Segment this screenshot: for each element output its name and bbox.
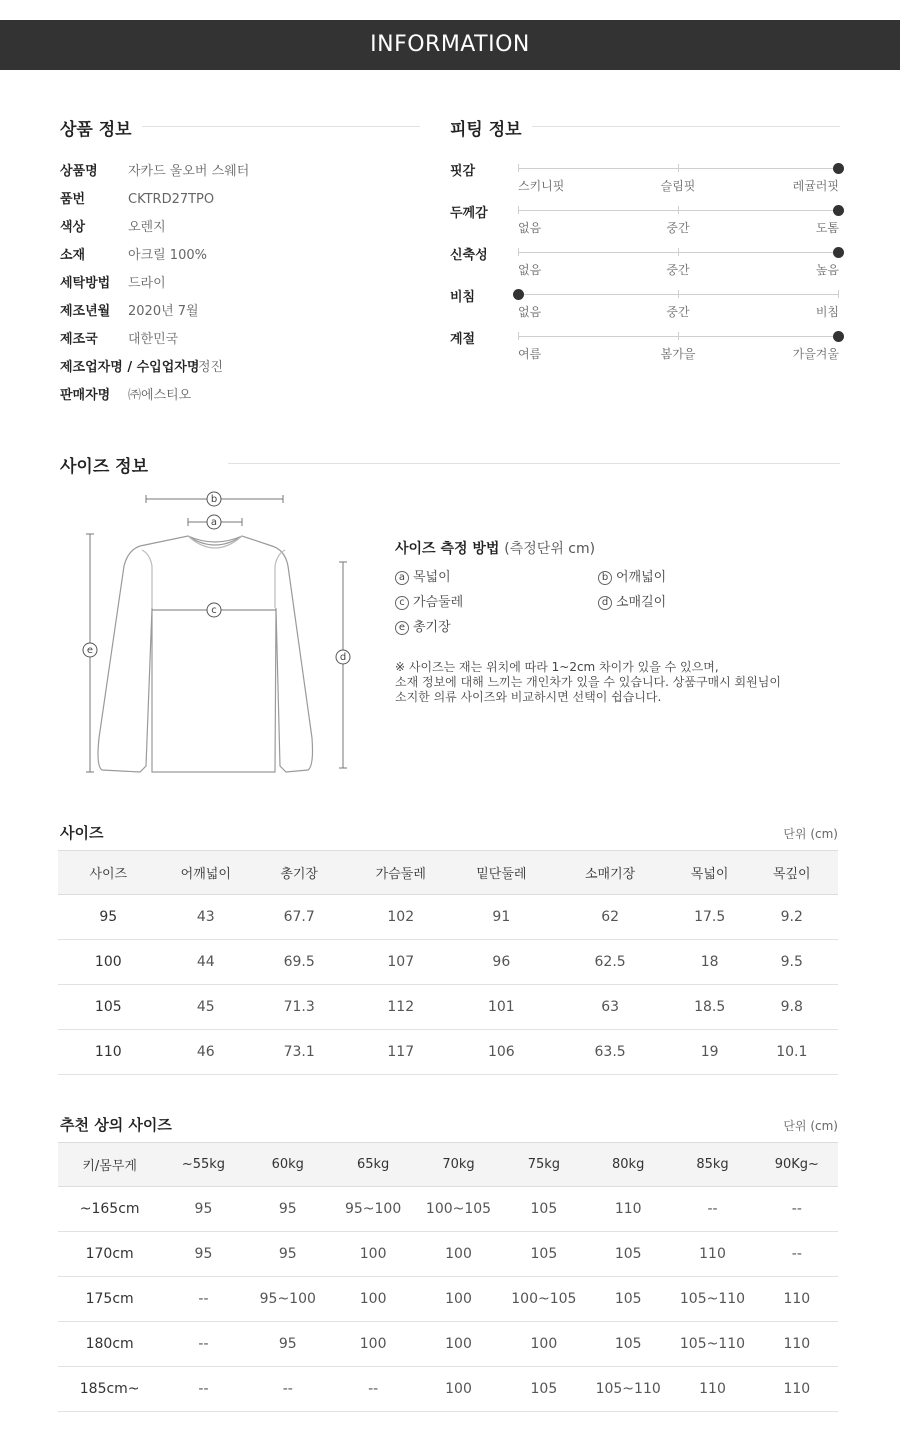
- table-header-cell: 키/몸무게: [58, 1143, 161, 1187]
- product-info-key: 제조년월: [60, 304, 111, 319]
- measure-method-title: [395, 538, 595, 558]
- product-info-row: [60, 384, 191, 404]
- table-cell: 18.5: [674, 985, 746, 1030]
- fitting-tick: [678, 332, 679, 340]
- size-info-title: 사이즈 정보: [60, 457, 149, 477]
- product-info-key: 제조업자명 / 수입업자명: [60, 360, 200, 375]
- table-cell: 95: [58, 895, 159, 940]
- rec-table-title: 추천 상의 사이즈: [60, 1116, 172, 1134]
- table-cell: 63: [546, 985, 673, 1030]
- table-cell: 100: [416, 1367, 500, 1412]
- table-cell: 95: [246, 1322, 330, 1367]
- fitting-option-label: 없음: [518, 221, 542, 235]
- fitting-option-label: 비침: [815, 305, 839, 319]
- table-header-cell: 70kg: [416, 1143, 500, 1187]
- fitting-tick: [838, 290, 839, 298]
- mark-b-icon: b: [598, 571, 612, 585]
- table-cell: 105: [587, 1277, 669, 1322]
- table-row: [58, 940, 838, 985]
- product-info-title: 상품 정보: [60, 120, 132, 140]
- table-cell: 100: [501, 1322, 587, 1367]
- fitting-tick: [518, 332, 519, 340]
- table-cell: 17.5: [674, 895, 746, 940]
- product-info-row: [60, 356, 223, 376]
- product-info-value: 대한민국: [128, 332, 179, 347]
- table-cell: 110: [669, 1232, 755, 1277]
- table-header-row: [58, 1143, 838, 1187]
- table-cell: --: [161, 1277, 245, 1322]
- product-info-row: [60, 328, 178, 348]
- fitting-key: 계절: [450, 332, 476, 347]
- measure-item-c: [395, 591, 463, 610]
- measure-label-shoulder: 어깨넓이: [616, 570, 667, 585]
- table-cell: 100~105: [501, 1277, 587, 1322]
- table-cell: --: [330, 1367, 416, 1412]
- product-info-key: 상품명: [60, 164, 98, 179]
- measure-label-sleeve: 소매길이: [616, 595, 667, 610]
- fitting-option-label: 중간: [666, 305, 690, 319]
- table-cell: 96: [456, 940, 546, 985]
- fitting-tick: [518, 248, 519, 256]
- product-info-row: [60, 300, 199, 320]
- fitting-row: [450, 244, 840, 284]
- size-note: [395, 660, 815, 705]
- mark-a-icon: a: [395, 571, 409, 585]
- fitting-row: [450, 286, 840, 326]
- fitting-selected-dot: [833, 331, 844, 342]
- table-cell: 100~105: [416, 1187, 500, 1232]
- fitting-key: 두께감: [450, 206, 488, 221]
- table-cell: 105~110: [669, 1322, 755, 1367]
- table-cell: 43: [159, 895, 253, 940]
- table-cell: 63.5: [546, 1030, 673, 1075]
- fitting-selected-dot: [833, 205, 844, 216]
- product-info-value: 아크릴 100%: [128, 248, 207, 263]
- table-cell: 175cm: [58, 1277, 161, 1322]
- note-line: 소재 정보에 대해 느끼는 개인차가 있을 수 있습니다. 상품구매시 회원님이: [395, 675, 781, 689]
- product-info-key: 품번: [60, 192, 86, 207]
- table-cell: ~165cm: [58, 1187, 161, 1232]
- table-cell: 95: [161, 1187, 245, 1232]
- fitting-option-label: 여름: [518, 347, 542, 361]
- table-cell: 107: [345, 940, 456, 985]
- table-header-cell: ~55kg: [161, 1143, 245, 1187]
- product-info-value: ㈜에스티오: [128, 388, 192, 403]
- mark-e: e: [86, 645, 94, 656]
- table-cell: 100: [58, 940, 159, 985]
- table-row: [58, 1030, 838, 1075]
- product-info-divider: [142, 126, 420, 127]
- fitting-row: [450, 328, 840, 368]
- table-cell: 105: [501, 1367, 587, 1412]
- size-info-divider: [228, 463, 840, 464]
- product-info-key: 색상: [60, 220, 86, 235]
- table-cell: 112: [345, 985, 456, 1030]
- table-cell: 105: [58, 985, 159, 1030]
- mark-a: a: [210, 517, 218, 528]
- product-info-key: 세탁방법: [60, 276, 111, 291]
- table-cell: 67.7: [253, 895, 345, 940]
- table-cell: 46: [159, 1030, 253, 1075]
- table-row: [58, 1232, 838, 1277]
- table-cell: 110: [756, 1322, 838, 1367]
- table-cell: 101: [456, 985, 546, 1030]
- table-cell: 110: [669, 1367, 755, 1412]
- product-info-value: 정진: [198, 360, 224, 375]
- fitting-selected-dot: [833, 163, 844, 174]
- note-line: ※ 사이즈는 재는 위치에 따라 1~2cm 차이가 있을 수 있으며,: [395, 660, 719, 674]
- table-cell: 110: [58, 1030, 159, 1075]
- table-header-row: [58, 851, 838, 895]
- table-cell: 105: [501, 1187, 587, 1232]
- fitting-info-title: 피팅 정보: [450, 120, 522, 140]
- table-header-cell: 65kg: [330, 1143, 416, 1187]
- table-cell: 117: [345, 1030, 456, 1075]
- table-cell: 95: [246, 1187, 330, 1232]
- table-cell: 62.5: [546, 940, 673, 985]
- table-cell: 105: [587, 1232, 669, 1277]
- product-info-row: [60, 188, 214, 208]
- table-header-cell: 총기장: [253, 851, 345, 895]
- table-cell: 95~100: [246, 1277, 330, 1322]
- product-info-key: 소재: [60, 248, 86, 263]
- table-header-cell: 어깨넓이: [159, 851, 253, 895]
- table-cell: 18: [674, 940, 746, 985]
- fitting-row: [450, 160, 840, 200]
- table-header-cell: 60kg: [246, 1143, 330, 1187]
- table-row: [58, 895, 838, 940]
- table-cell: 9.5: [746, 940, 838, 985]
- table-row: [58, 1277, 838, 1322]
- table-row: [58, 1322, 838, 1367]
- fitting-key: 핏감: [450, 164, 476, 179]
- table-cell: 105: [587, 1322, 669, 1367]
- table-cell: 95~100: [330, 1187, 416, 1232]
- product-info-row: [60, 272, 166, 292]
- table-cell: 100: [330, 1277, 416, 1322]
- fitting-tick: [678, 164, 679, 172]
- table-header-cell: 85kg: [669, 1143, 755, 1187]
- rec-table-unit: 단위 (cm): [783, 1119, 838, 1133]
- information-banner: INFORMATION: [0, 20, 900, 70]
- table-header-cell: 밑단둘레: [456, 851, 546, 895]
- measure-unit: (측정단위 cm): [504, 541, 596, 557]
- product-info-row: [60, 216, 166, 236]
- table-header-cell: 80kg: [587, 1143, 669, 1187]
- table-cell: 102: [345, 895, 456, 940]
- table-cell: 95: [246, 1232, 330, 1277]
- table-cell: --: [246, 1367, 330, 1412]
- mark-c-icon: c: [395, 596, 409, 610]
- table-header-cell: 가슴둘레: [345, 851, 456, 895]
- table-row: [58, 985, 838, 1030]
- table-cell: 180cm: [58, 1322, 161, 1367]
- table-cell: 91: [456, 895, 546, 940]
- product-info-row: [60, 244, 207, 264]
- table-cell: 73.1: [253, 1030, 345, 1075]
- fitting-tick: [678, 290, 679, 298]
- fitting-info-divider: [532, 126, 840, 127]
- note-line: 소지한 의류 사이즈와 비교하시면 선택이 쉽습니다.: [395, 690, 662, 704]
- fitting-option-label: 중간: [666, 221, 690, 235]
- fitting-tick: [518, 164, 519, 172]
- fitting-option-label: 없음: [518, 305, 542, 319]
- table-cell: --: [161, 1322, 245, 1367]
- table-cell: 105: [501, 1232, 587, 1277]
- table-cell: 105~110: [669, 1277, 755, 1322]
- table-cell: --: [756, 1187, 838, 1232]
- rec-size-table: [58, 1142, 838, 1412]
- product-info-value: 오렌지: [128, 220, 166, 235]
- fitting-selected-dot: [833, 247, 844, 258]
- product-info-value: CKTRD27TPO: [128, 192, 215, 207]
- mark-d-icon: d: [598, 596, 612, 610]
- size-table-title: 사이즈: [60, 824, 104, 842]
- fitting-key: 신축성: [450, 248, 488, 263]
- fitting-option-label: 도톰: [815, 221, 839, 235]
- table-cell: 110: [587, 1187, 669, 1232]
- size-table: [58, 850, 838, 1075]
- table-cell: 100: [416, 1232, 500, 1277]
- mark-e-icon: e: [395, 621, 409, 635]
- table-cell: 19: [674, 1030, 746, 1075]
- fitting-option-label: 슬림핏: [660, 179, 696, 193]
- table-cell: 100: [330, 1232, 416, 1277]
- product-info-value: 자카드 울오버 스웨터: [128, 164, 250, 179]
- mark-c: c: [211, 605, 217, 616]
- table-cell: 100: [330, 1322, 416, 1367]
- table-cell: 44: [159, 940, 253, 985]
- table-cell: 110: [756, 1367, 838, 1412]
- fitting-option-label: 스키니핏: [518, 179, 565, 193]
- table-cell: --: [756, 1232, 838, 1277]
- fitting-option-label: 높음: [815, 263, 839, 277]
- fitting-option-label: 봄가을: [660, 347, 696, 361]
- fitting-option-label: 가을겨울: [792, 347, 839, 361]
- table-cell: 10.1: [746, 1030, 838, 1075]
- table-header-cell: 90Kg~: [756, 1143, 838, 1187]
- fitting-key: 비침: [450, 290, 476, 305]
- table-row: [58, 1367, 838, 1412]
- product-info-value: 드라이: [128, 276, 166, 291]
- table-cell: 45: [159, 985, 253, 1030]
- product-info-value: 2020년 7월: [128, 304, 199, 319]
- table-cell: 105~110: [587, 1367, 669, 1412]
- table-cell: --: [161, 1367, 245, 1412]
- mark-d: d: [339, 652, 347, 663]
- table-cell: 110: [756, 1277, 838, 1322]
- fitting-option-label: 없음: [518, 263, 542, 277]
- measure-label-chest: 가슴둘레: [413, 595, 464, 610]
- table-cell: 62: [546, 895, 673, 940]
- sweater-diagram: [80, 488, 370, 788]
- measure-item-a: [395, 566, 451, 585]
- size-table-unit: 단위 (cm): [783, 827, 838, 841]
- table-header-cell: 소매기장: [546, 851, 673, 895]
- fitting-row: [450, 202, 840, 242]
- measure-label-length: 총기장: [413, 620, 451, 635]
- measure-item-e: [395, 616, 451, 635]
- table-cell: 69.5: [253, 940, 345, 985]
- fitting-selected-dot: [513, 289, 524, 300]
- table-cell: 100: [416, 1277, 500, 1322]
- table-cell: 185cm~: [58, 1367, 161, 1412]
- table-cell: 100: [416, 1322, 500, 1367]
- measure-item-b: [598, 566, 666, 585]
- table-cell: 9.8: [746, 985, 838, 1030]
- table-cell: 106: [456, 1030, 546, 1075]
- table-header-cell: 사이즈: [58, 851, 159, 895]
- table-cell: 71.3: [253, 985, 345, 1030]
- measure-method-label: 사이즈 측정 방법: [395, 541, 500, 557]
- table-header-cell: 목깊이: [746, 851, 838, 895]
- measure-label-neck: 목넓이: [413, 570, 451, 585]
- product-info-key: 판매자명: [60, 388, 111, 403]
- table-cell: --: [669, 1187, 755, 1232]
- fitting-option-label: 레귤러핏: [792, 179, 839, 193]
- table-cell: 170cm: [58, 1232, 161, 1277]
- table-row: [58, 1187, 838, 1232]
- fitting-tick: [678, 248, 679, 256]
- table-cell: 9.2: [746, 895, 838, 940]
- measure-item-d: [598, 591, 666, 610]
- table-header-cell: 목넓이: [674, 851, 746, 895]
- fitting-tick: [678, 206, 679, 214]
- product-info-row: [60, 160, 249, 180]
- mark-b: b: [210, 494, 218, 505]
- fitting-option-label: 중간: [666, 263, 690, 277]
- table-cell: 95: [161, 1232, 245, 1277]
- fitting-tick: [518, 206, 519, 214]
- table-header-cell: 75kg: [501, 1143, 587, 1187]
- product-info-key: 제조국: [60, 332, 98, 347]
